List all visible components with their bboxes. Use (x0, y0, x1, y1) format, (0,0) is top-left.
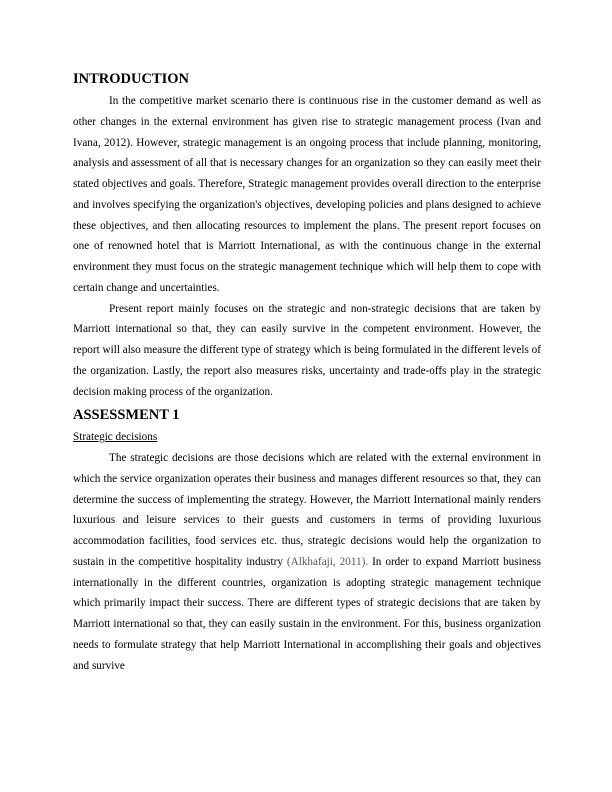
introduction-paragraph-2: Present report mainly focuses on the strategic and non-strategic decisions that are taken by Marriott international so that, they can easily survive in the competent environment. However, the report will also measure the different type of strategy which is being formulated in the different levels of the organization. Lastly, the report also measures risks, uncertainty and trade-offs play in the strategic decision making process of the organization. (73, 302, 541, 398)
citation: (Alkhafaji, 2011). (286, 555, 369, 568)
document-page (73, 70, 541, 676)
assessment-heading: ASSESSMENT 1 (73, 407, 180, 424)
paragraph-text-part-1: The strategic decisions are those decisions which are related with the external environment in which the service organization operates their business and manages different resources so that, they can determine the success of implementing the strategy. However, the Marriott International mainly renders luxurious and leisure services to their guests and customers in terms of providing luxurious accommodation facilities, food services etc. thus, strategic decisions would help the organization to sustain in the competitive hospitality industry (73, 452, 541, 568)
introduction-paragraph-1: In the competitive market scenario there is continuous rise in the customer demand as well as other changes in the external environment has given rise to strategic management process (Ivan and Ivana, 2012). However, strategic management is an ongoing process that include planning, monitoring, analysis and assessment of all that is necessary changes for an organization so they can easily meet their stated objectives and goals. Therefore, Strategic management provides overall direction to the enterprise and involves specifying the organization's objectives, developing policies and plans designed to achieve these objectives, and then allocating resources to implement the plans. The present report focuses on one of renowned hotel that is Marriott International, as with the continuous change in the external environment they must focus on the strategic management technique which will help them to cope with certain change and uncertainties. (73, 95, 541, 294)
introduction-heading: INTRODUCTION (73, 71, 190, 87)
paragraph-text-part-2: In order to expand Marriott business internationally in the different countries, organization is adopting strategic management technique which primarily impact their success. There are different types of strategic decisions that are taken by Marriott international so that, they can easily sustain in the environment. For this, business organization needs to formulate strategy that help Marriott International in accomplishing their goals and objectives and survive (73, 555, 541, 672)
strategic-decisions-paragraph (73, 448, 541, 676)
strategic-decisions-subheading: Strategic decisions (73, 431, 158, 444)
